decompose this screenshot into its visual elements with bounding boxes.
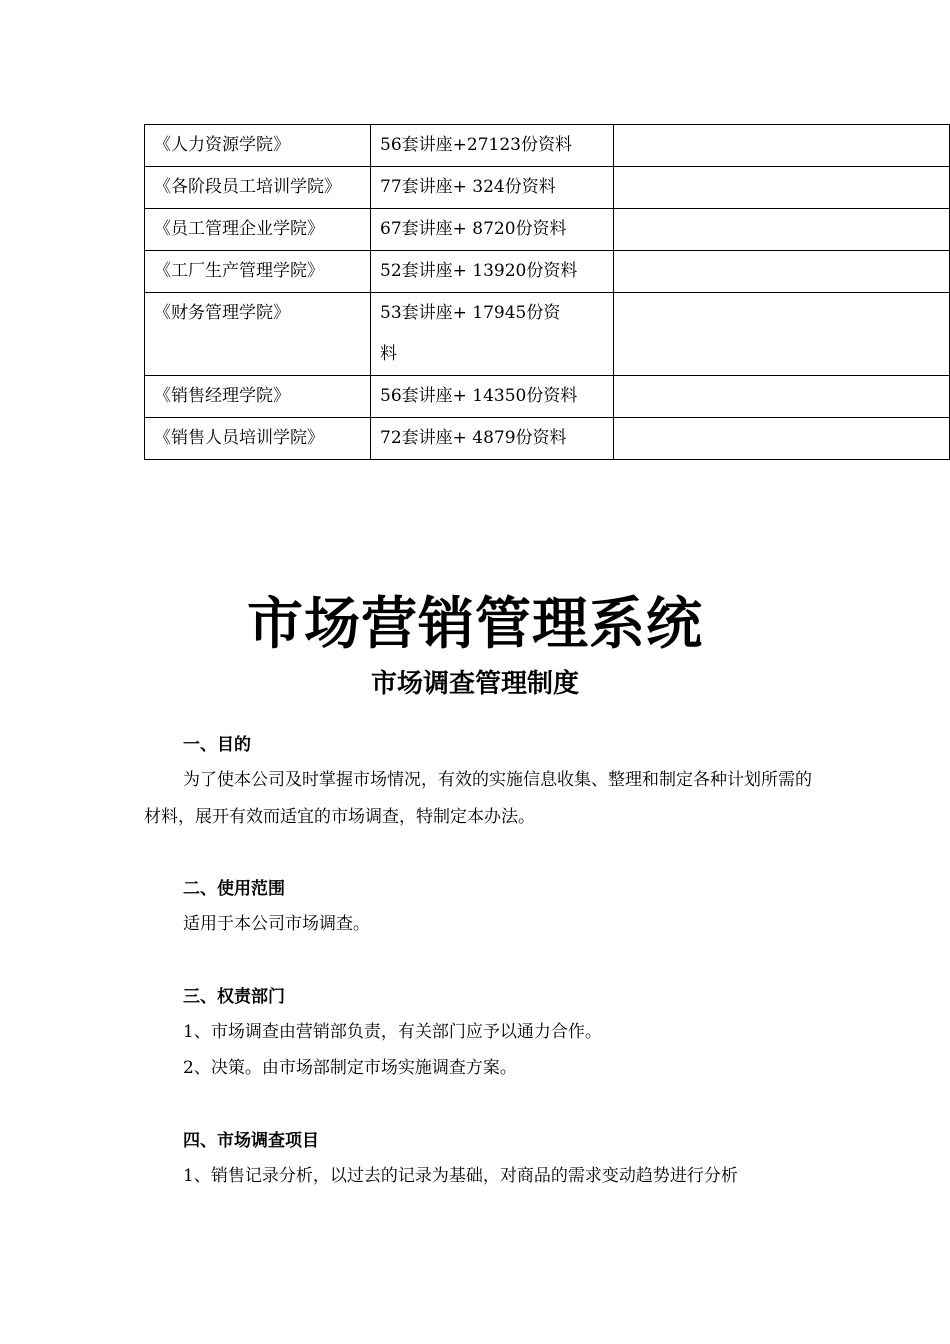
document-subtitle: 市场调查管理制度 <box>370 669 579 699</box>
course-content-cell: 67套讲座+ 8720份资料 <box>371 209 614 251</box>
table-row <box>145 418 950 460</box>
section-paragraph-scope: 适用于本公司市场调查。 <box>183 914 370 934</box>
course-name-cell: 《销售人员培训学院》 <box>145 418 371 460</box>
document-title: 市场营销管理系统 <box>247 591 703 657</box>
course-note-cell <box>614 293 950 376</box>
course-name-cell: 《销售经理学院》 <box>145 376 371 418</box>
table-row <box>145 125 950 167</box>
section-heading-responsibility: 三、权责部门 <box>183 987 285 1007</box>
section-paragraph-survey-items-1: 1、销售记录分析，以过去的记录为基础，对商品的需求变动趋势进行分析 <box>183 1166 738 1186</box>
course-name-cell: 《财务管理学院》 <box>145 293 371 376</box>
table-row <box>145 293 950 376</box>
table-row <box>145 251 950 293</box>
section-heading-survey-items: 四、市场调查项目 <box>183 1131 319 1151</box>
course-content-cell: 72套讲座+ 4879份资料 <box>371 418 614 460</box>
course-note-cell <box>614 376 950 418</box>
table-row <box>145 376 950 418</box>
course-content-cell: 56套讲座+ 14350份资料 <box>371 376 614 418</box>
section-paragraph-responsibility-2: 2、决策。由市场部制定市场实施调查方案。 <box>183 1058 517 1078</box>
course-note-cell <box>614 251 950 293</box>
course-name-cell: 《员工管理企业学院》 <box>145 209 371 251</box>
section-paragraph-responsibility-1: 1、市场调查由营销部负责，有关部门应予以通力合作。 <box>183 1022 602 1042</box>
course-content-cell: 56套讲座+27123份资料 <box>371 125 614 167</box>
course-note-cell <box>614 209 950 251</box>
resource-table <box>144 124 950 460</box>
section-heading-purpose: 一、目的 <box>183 735 251 755</box>
course-note-cell <box>614 125 950 167</box>
course-name-cell: 《人力资源学院》 <box>145 125 371 167</box>
course-note-cell <box>614 167 950 209</box>
course-note-cell <box>614 418 950 460</box>
section-paragraph-purpose: 为了使本公司及时掌握市场情况，有效的实施信息收集、整理和制定各种计划所需的材料，展开有效而适宜的市场调查，特制定本办法。 <box>144 770 812 827</box>
course-content-cell: 53套讲座+ 17945份资料 <box>371 293 614 376</box>
course-name-cell: 《工厂生产管理学院》 <box>145 251 371 293</box>
course-name-cell: 《各阶段员工培训学院》 <box>145 167 371 209</box>
section-heading-scope: 二、使用范围 <box>183 879 285 899</box>
course-content-cell: 77套讲座+ 324份资料 <box>371 167 614 209</box>
table-row <box>145 167 950 209</box>
course-content-cell: 52套讲座+ 13920份资料 <box>371 251 614 293</box>
table-row <box>145 209 950 251</box>
